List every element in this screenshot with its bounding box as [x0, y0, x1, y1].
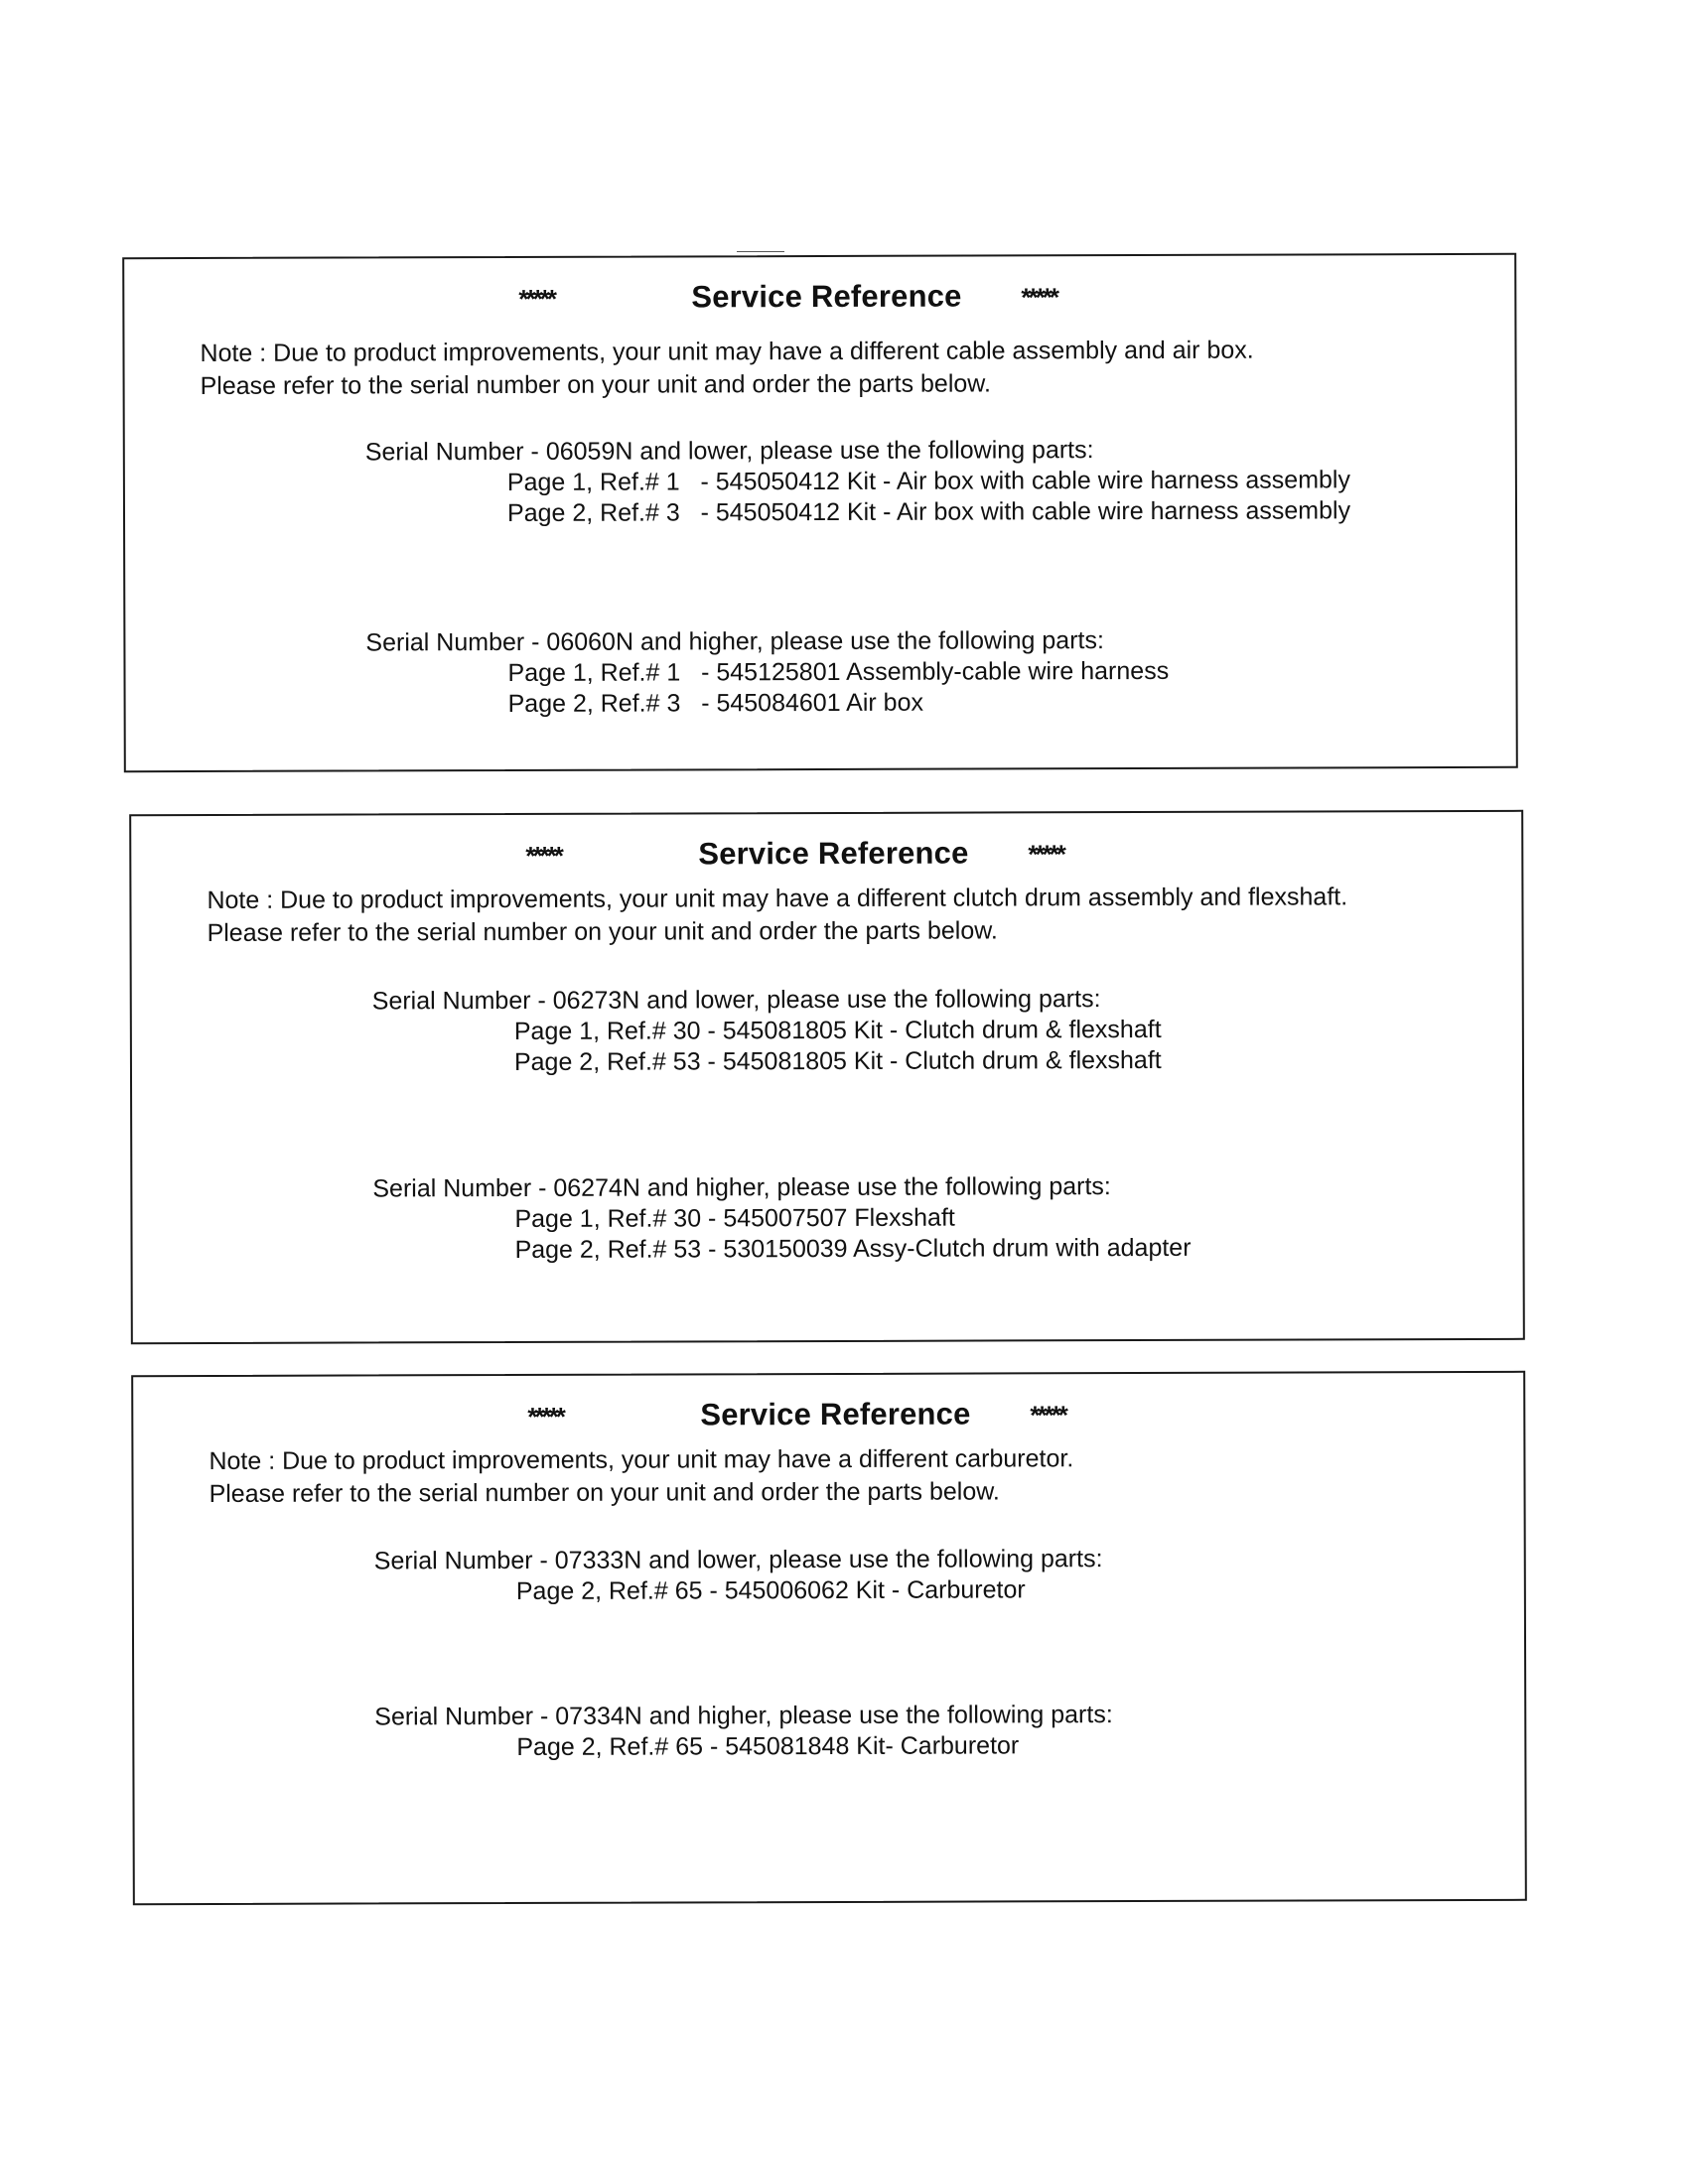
service-reference-box-clutch: [129, 810, 1525, 1344]
serial-group-lower: [374, 1544, 1103, 1607]
part-line: Page 1, Ref.# 30 - 545007507 Flexshaft: [514, 1203, 955, 1233]
stars-right: *****: [1030, 1400, 1065, 1431]
serial-line: Serial Number - 07334N and higher, please use the following parts:: [374, 1701, 1113, 1731]
part-line: Page 2, Ref.# 3 - 545084601 Air box: [507, 688, 924, 718]
note-line: Please refer to the serial number on your unit and order the parts below.: [200, 369, 991, 400]
serial-group-higher: [365, 625, 1169, 721]
part-line: Page 2, Ref.# 53 - 545081805 Kit - Clutch drum & flexshaft: [513, 1045, 1162, 1076]
serial-line: Serial Number - 07333N and lower, please use the following parts:: [373, 1545, 1103, 1575]
stars-left: *****: [525, 840, 561, 871]
serial-line: Serial Number - 06059N and lower, please use the following parts:: [364, 436, 1094, 467]
part-line: Page 1, Ref.# 1 - 545050412 Kit - Air box with cable wire harness assembly: [506, 466, 1351, 496]
serial-line: Serial Number - 06274N and higher, please use the following parts:: [372, 1172, 1111, 1203]
note-text: [200, 335, 1253, 403]
part-line: Page 2, Ref.# 65 - 545081848 Kit- Carburetor: [516, 1731, 1020, 1761]
part-line: Page 1, Ref.# 1 - 545125801 Assembly-cable wire harness: [507, 656, 1170, 687]
note-text: [207, 881, 1347, 950]
service-reference-box-cable: [122, 253, 1518, 772]
top-rule: [737, 251, 784, 252]
stars-right: *****: [1028, 839, 1063, 870]
note-line: Note : Due to product improvements, your unit may have a different clutch drum assembly and flexshaft.: [207, 883, 1348, 914]
box-title: Service Reference: [698, 835, 969, 872]
note-line: Please refer to the serial number on your unit and order the parts below.: [209, 1477, 1000, 1508]
part-line: Page 2, Ref.# 53 - 530150039 Assy-Clutch drum with adapter: [514, 1233, 1192, 1264]
note-line: Note : Due to product improvements, your unit may have a different carburetor.: [209, 1444, 1074, 1475]
serial-group-lower: [372, 984, 1162, 1078]
serial-group-higher: [372, 1171, 1191, 1267]
serial-line: Serial Number - 06273N and lower, please use the following parts:: [371, 985, 1101, 1016]
serial-line: Serial Number - 06060N and higher, please use the following parts:: [365, 626, 1104, 657]
note-line: Note : Due to product improvements, your unit may have a different cable assembly and air box.: [200, 336, 1254, 367]
box-header: [133, 1395, 1523, 1438]
service-reference-box-carburetor: [131, 1371, 1527, 1905]
serial-group-lower: [365, 434, 1350, 529]
part-line: Page 2, Ref.# 65 - 545006062 Kit - Carburetor: [515, 1575, 1026, 1605]
box-header: [131, 834, 1521, 878]
box-title: Service Reference: [691, 278, 962, 315]
note-line: Please refer to the serial number on your unit and order the parts below.: [207, 916, 998, 947]
part-line: Page 2, Ref.# 3 - 545050412 Kit - Air box with cable wire harness assembly: [506, 496, 1351, 527]
box-header: [124, 277, 1514, 321]
note-text: [209, 1442, 1073, 1511]
stars-left: *****: [527, 1401, 563, 1432]
stars-left: *****: [518, 283, 554, 314]
part-line: Page 1, Ref.# 30 - 545081805 Kit - Clutch drum & flexshaft: [513, 1015, 1162, 1045]
stars-right: *****: [1021, 282, 1056, 313]
serial-group-higher: [374, 1700, 1113, 1763]
box-title: Service Reference: [700, 1396, 971, 1433]
